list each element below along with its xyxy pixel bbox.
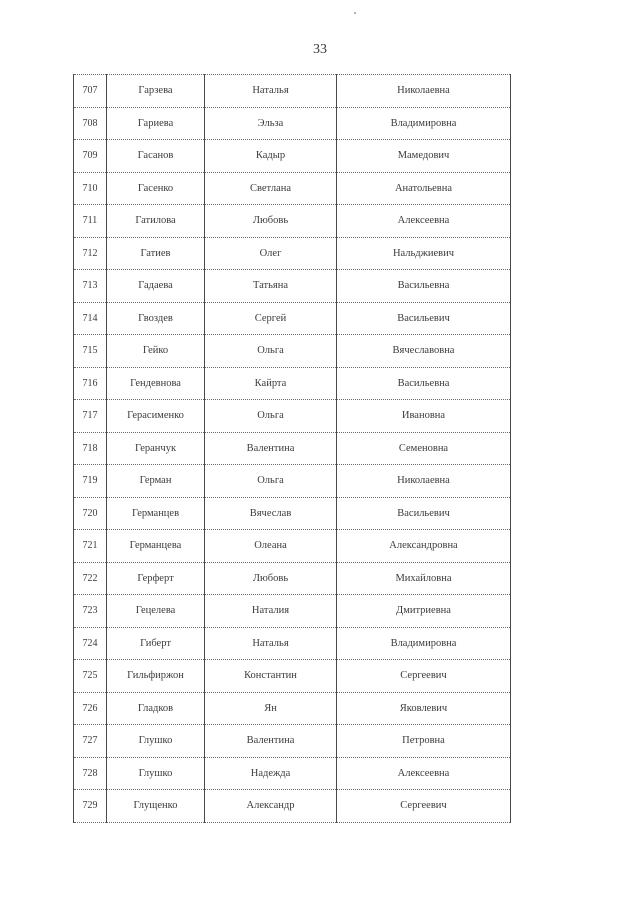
patronymic-cell: Васильевна: [337, 270, 511, 303]
table-row: [74, 790, 511, 823]
first-name-cell: Наталья: [205, 627, 337, 660]
table-row: [74, 172, 511, 205]
row-number-cell: 712: [74, 237, 107, 270]
surname-cell: Гатиев: [107, 237, 205, 270]
first-name-cell: Ян: [205, 692, 337, 725]
surname-cell: Гладков: [107, 692, 205, 725]
table-row: [74, 660, 511, 693]
patronymic-cell: Дмитриевна: [337, 595, 511, 628]
first-name-cell: Светлана: [205, 172, 337, 205]
first-name-cell: Наталия: [205, 595, 337, 628]
table-row: [74, 627, 511, 660]
surname-cell: Геранчук: [107, 432, 205, 465]
surname-cell: Глущенко: [107, 790, 205, 823]
row-number-cell: 720: [74, 497, 107, 530]
scan-speck: [354, 12, 356, 14]
patronymic-cell: Нальджиевич: [337, 237, 511, 270]
row-number-cell: 715: [74, 335, 107, 368]
surname-cell: Гиберт: [107, 627, 205, 660]
row-number-cell: 719: [74, 465, 107, 498]
table-row: [74, 465, 511, 498]
row-number-cell: 723: [74, 595, 107, 628]
surname-cell: Герман: [107, 465, 205, 498]
patronymic-cell: Алексеевна: [337, 757, 511, 790]
row-number-cell: 724: [74, 627, 107, 660]
first-name-cell: Татьяна: [205, 270, 337, 303]
surname-cell: Герферт: [107, 562, 205, 595]
table-row: [74, 725, 511, 758]
table-row: [74, 692, 511, 725]
table-row: [74, 400, 511, 433]
table-row: [74, 205, 511, 238]
names-table-body: [74, 75, 511, 823]
row-number-cell: 707: [74, 75, 107, 108]
patronymic-cell: Николаевна: [337, 75, 511, 108]
patronymic-cell: Алексеевна: [337, 205, 511, 238]
table-row: [74, 497, 511, 530]
surname-cell: Гендевнова: [107, 367, 205, 400]
table-row: [74, 335, 511, 368]
first-name-cell: Надежда: [205, 757, 337, 790]
table-row: [74, 595, 511, 628]
surname-cell: Гвоздев: [107, 302, 205, 335]
first-name-cell: Любовь: [205, 562, 337, 595]
row-number-cell: 713: [74, 270, 107, 303]
first-name-cell: Олеана: [205, 530, 337, 563]
surname-cell: Германцев: [107, 497, 205, 530]
table-row: [74, 757, 511, 790]
patronymic-cell: Анатольевна: [337, 172, 511, 205]
surname-cell: Гасанов: [107, 140, 205, 173]
table-row: [74, 237, 511, 270]
row-number-cell: 727: [74, 725, 107, 758]
row-number-cell: 722: [74, 562, 107, 595]
first-name-cell: Эльза: [205, 107, 337, 140]
table-row: [74, 302, 511, 335]
patronymic-cell: Владимировна: [337, 627, 511, 660]
first-name-cell: Валентина: [205, 432, 337, 465]
surname-cell: Гадаева: [107, 270, 205, 303]
table-row: [74, 75, 511, 108]
patronymic-cell: Вячеславовна: [337, 335, 511, 368]
patronymic-cell: Васильевич: [337, 497, 511, 530]
first-name-cell: Ольга: [205, 335, 337, 368]
patronymic-cell: Николаевна: [337, 465, 511, 498]
first-name-cell: Наталья: [205, 75, 337, 108]
row-number-cell: 708: [74, 107, 107, 140]
surname-cell: Глушко: [107, 725, 205, 758]
patronymic-cell: Васильевич: [337, 302, 511, 335]
surname-cell: Гасенко: [107, 172, 205, 205]
row-number-cell: 721: [74, 530, 107, 563]
patronymic-cell: Ивановна: [337, 400, 511, 433]
surname-cell: Герасименко: [107, 400, 205, 433]
surname-cell: Гецелева: [107, 595, 205, 628]
first-name-cell: Сергей: [205, 302, 337, 335]
table-row: [74, 562, 511, 595]
surname-cell: Гатилова: [107, 205, 205, 238]
row-number-cell: 725: [74, 660, 107, 693]
table-row: [74, 367, 511, 400]
patronymic-cell: Петровна: [337, 725, 511, 758]
surname-cell: Германцева: [107, 530, 205, 563]
patronymic-cell: Александровна: [337, 530, 511, 563]
row-number-cell: 717: [74, 400, 107, 433]
patronymic-cell: Семеновна: [337, 432, 511, 465]
surname-cell: Гариева: [107, 107, 205, 140]
table-row: [74, 270, 511, 303]
patronymic-cell: Сергеевич: [337, 790, 511, 823]
first-name-cell: Константин: [205, 660, 337, 693]
patronymic-cell: Владимировна: [337, 107, 511, 140]
patronymic-cell: Сергеевич: [337, 660, 511, 693]
names-table: [73, 74, 511, 823]
row-number-cell: 710: [74, 172, 107, 205]
row-number-cell: 729: [74, 790, 107, 823]
row-number-cell: 714: [74, 302, 107, 335]
surname-cell: Гарзева: [107, 75, 205, 108]
row-number-cell: 718: [74, 432, 107, 465]
table-row: [74, 432, 511, 465]
first-name-cell: Ольга: [205, 400, 337, 433]
patronymic-cell: Яковлевич: [337, 692, 511, 725]
first-name-cell: Александр: [205, 790, 337, 823]
row-number-cell: 716: [74, 367, 107, 400]
row-number-cell: 711: [74, 205, 107, 238]
first-name-cell: Валентина: [205, 725, 337, 758]
first-name-cell: Олег: [205, 237, 337, 270]
patronymic-cell: Васильевна: [337, 367, 511, 400]
patronymic-cell: Мамедович: [337, 140, 511, 173]
first-name-cell: Кайрта: [205, 367, 337, 400]
surname-cell: Гильфиржон: [107, 660, 205, 693]
first-name-cell: Ольга: [205, 465, 337, 498]
row-number-cell: 709: [74, 140, 107, 173]
table-row: [74, 107, 511, 140]
page-number: 33: [313, 42, 327, 57]
table-row: [74, 530, 511, 563]
first-name-cell: Вячеслав: [205, 497, 337, 530]
patronymic-cell: Михайловна: [337, 562, 511, 595]
first-name-cell: Кадыр: [205, 140, 337, 173]
first-name-cell: Любовь: [205, 205, 337, 238]
row-number-cell: 728: [74, 757, 107, 790]
table-row: [74, 140, 511, 173]
surname-cell: Глушко: [107, 757, 205, 790]
surname-cell: Гейко: [107, 335, 205, 368]
row-number-cell: 726: [74, 692, 107, 725]
